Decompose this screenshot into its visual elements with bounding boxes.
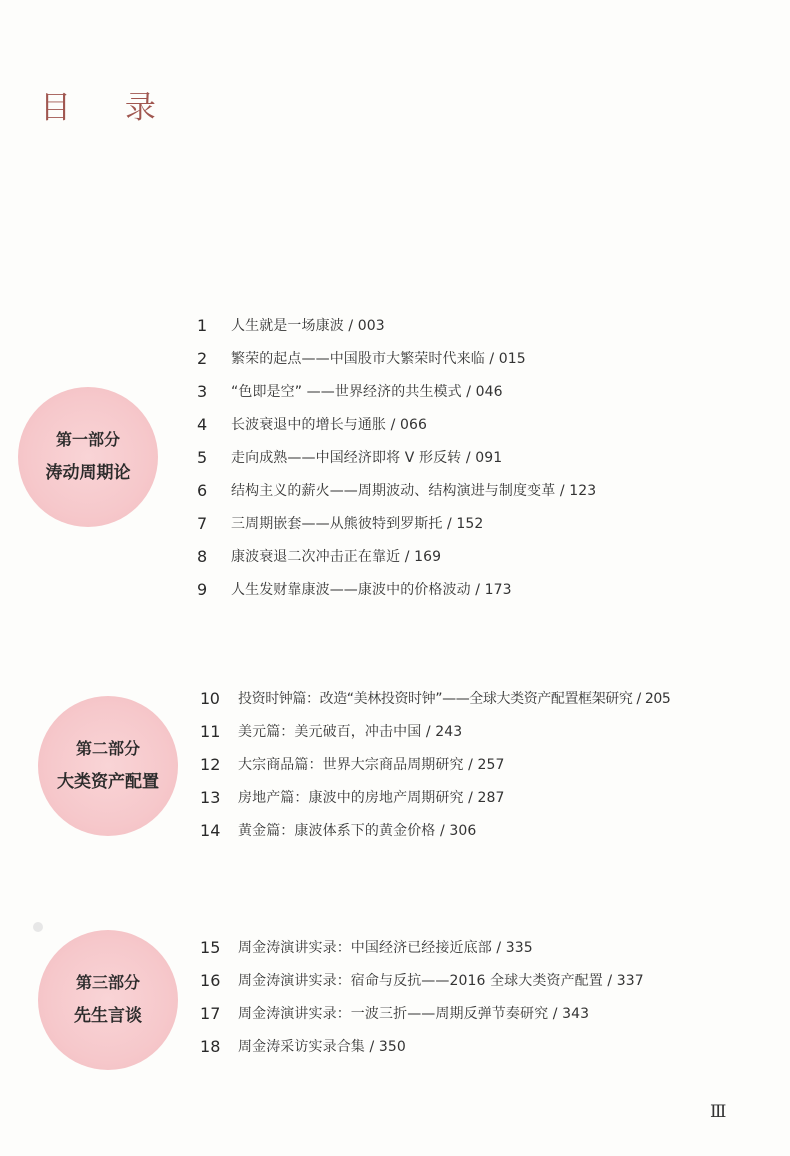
page-number: Ⅲ: [710, 1102, 727, 1122]
entry-number: 9: [197, 579, 208, 599]
part-name: 先生言谈: [74, 1006, 142, 1026]
entry-number: 1: [197, 315, 208, 335]
entry-title: 长波衰退中的增长与通胀 / 066: [231, 417, 428, 433]
entry-title: 美元篇：美元破百，冲击中国 / 243: [238, 724, 463, 740]
toc-entry-6[interactable]: [197, 478, 596, 502]
entry-title: 周金涛演讲实录：一波三折——周期反弹节奏研究 / 343: [238, 1006, 590, 1022]
toc-entry-8[interactable]: [197, 544, 441, 568]
toc-entry-17[interactable]: [200, 1001, 589, 1025]
toc-entry-12[interactable]: [200, 752, 505, 776]
entry-number: 6: [197, 480, 208, 500]
entry-title: 人生发财靠康波——康波中的价格波动 / 173: [231, 582, 512, 598]
entry-number: 2: [197, 348, 208, 368]
entry-title: 人生就是一场康波 / 003: [231, 318, 385, 334]
toc-entry-5[interactable]: [197, 445, 502, 469]
entry-number: 10: [200, 688, 220, 708]
entry-title: 周金涛演讲实录：宿命与反抗——2016 全球大类资产配置 / 337: [238, 973, 644, 989]
entry-title: 走向成熟——中国经济即将 V 形反转 / 091: [231, 450, 503, 466]
entry-number: 15: [200, 937, 221, 957]
toc-title: 目 录: [40, 90, 178, 126]
entry-title: 康波衰退二次冲击正在靠近 / 169: [231, 549, 442, 565]
entry-title: 结构主义的薪火——周期波动、结构演进与制度变革 / 123: [231, 483, 597, 499]
toc-entry-14[interactable]: [200, 818, 476, 842]
part-name: 大类资产配置: [57, 772, 159, 792]
entry-title: 周金涛演讲实录：中国经济已经接近底部 / 335: [238, 940, 533, 956]
decorative-dot: [33, 922, 43, 932]
part-label: 第三部分: [75, 973, 140, 992]
toc-entry-1[interactable]: [197, 313, 385, 337]
part-label: 第一部分: [55, 430, 120, 449]
entry-title: 大宗商品篇：世界大宗商品周期研究 / 257: [238, 757, 505, 773]
toc-entry-18[interactable]: [200, 1034, 406, 1058]
toc-entry-11[interactable]: [200, 719, 462, 743]
part-badge-2: [38, 696, 178, 836]
entry-number: 11: [200, 721, 221, 741]
toc-entry-13[interactable]: [200, 785, 505, 809]
entry-number: 7: [197, 513, 208, 533]
entry-number: 13: [200, 787, 221, 807]
toc-entry-2[interactable]: [197, 346, 526, 370]
entry-number: 3: [197, 381, 208, 401]
part-badge-3: [38, 930, 178, 1070]
entry-title: 黄金篇：康波体系下的黄金价格 / 306: [238, 823, 477, 839]
toc-entry-15[interactable]: [200, 935, 533, 959]
toc-entry-10[interactable]: [200, 686, 670, 710]
entry-number: 8: [197, 546, 208, 566]
toc-entry-3[interactable]: [197, 379, 503, 403]
entry-number: 12: [200, 754, 221, 774]
toc-entry-16[interactable]: [200, 968, 644, 992]
part-label: 第二部分: [75, 739, 140, 758]
part-badge-1: [18, 387, 158, 527]
entry-number: 18: [200, 1036, 221, 1056]
entry-title: 繁荣的起点——中国股市大繁荣时代来临 / 015: [231, 351, 526, 367]
entry-number: 14: [200, 820, 221, 840]
entry-title: “色即是空” ——世界经济的共生模式 / 046: [231, 384, 503, 400]
toc-entry-4[interactable]: [197, 412, 427, 436]
entry-number: 17: [200, 1003, 221, 1023]
toc-entry-9[interactable]: [197, 577, 512, 601]
entry-number: 5: [197, 447, 208, 467]
entry-title: 三周期嵌套——从熊彼特到罗斯托 / 152: [231, 516, 484, 532]
entry-number: 16: [200, 970, 221, 990]
entry-number: 4: [197, 414, 208, 434]
entry-title: 投资时钟篇：改造“美林投资时钟”——全球大类资产配置框架研究 / 205: [238, 691, 671, 707]
toc-entry-7[interactable]: [197, 511, 483, 535]
entry-title: 周金涛采访实录合集 / 350: [238, 1039, 406, 1055]
part-name: 涛动周期论: [45, 463, 131, 483]
entry-title: 房地产篇：康波中的房地产周期研究 / 287: [238, 790, 505, 806]
